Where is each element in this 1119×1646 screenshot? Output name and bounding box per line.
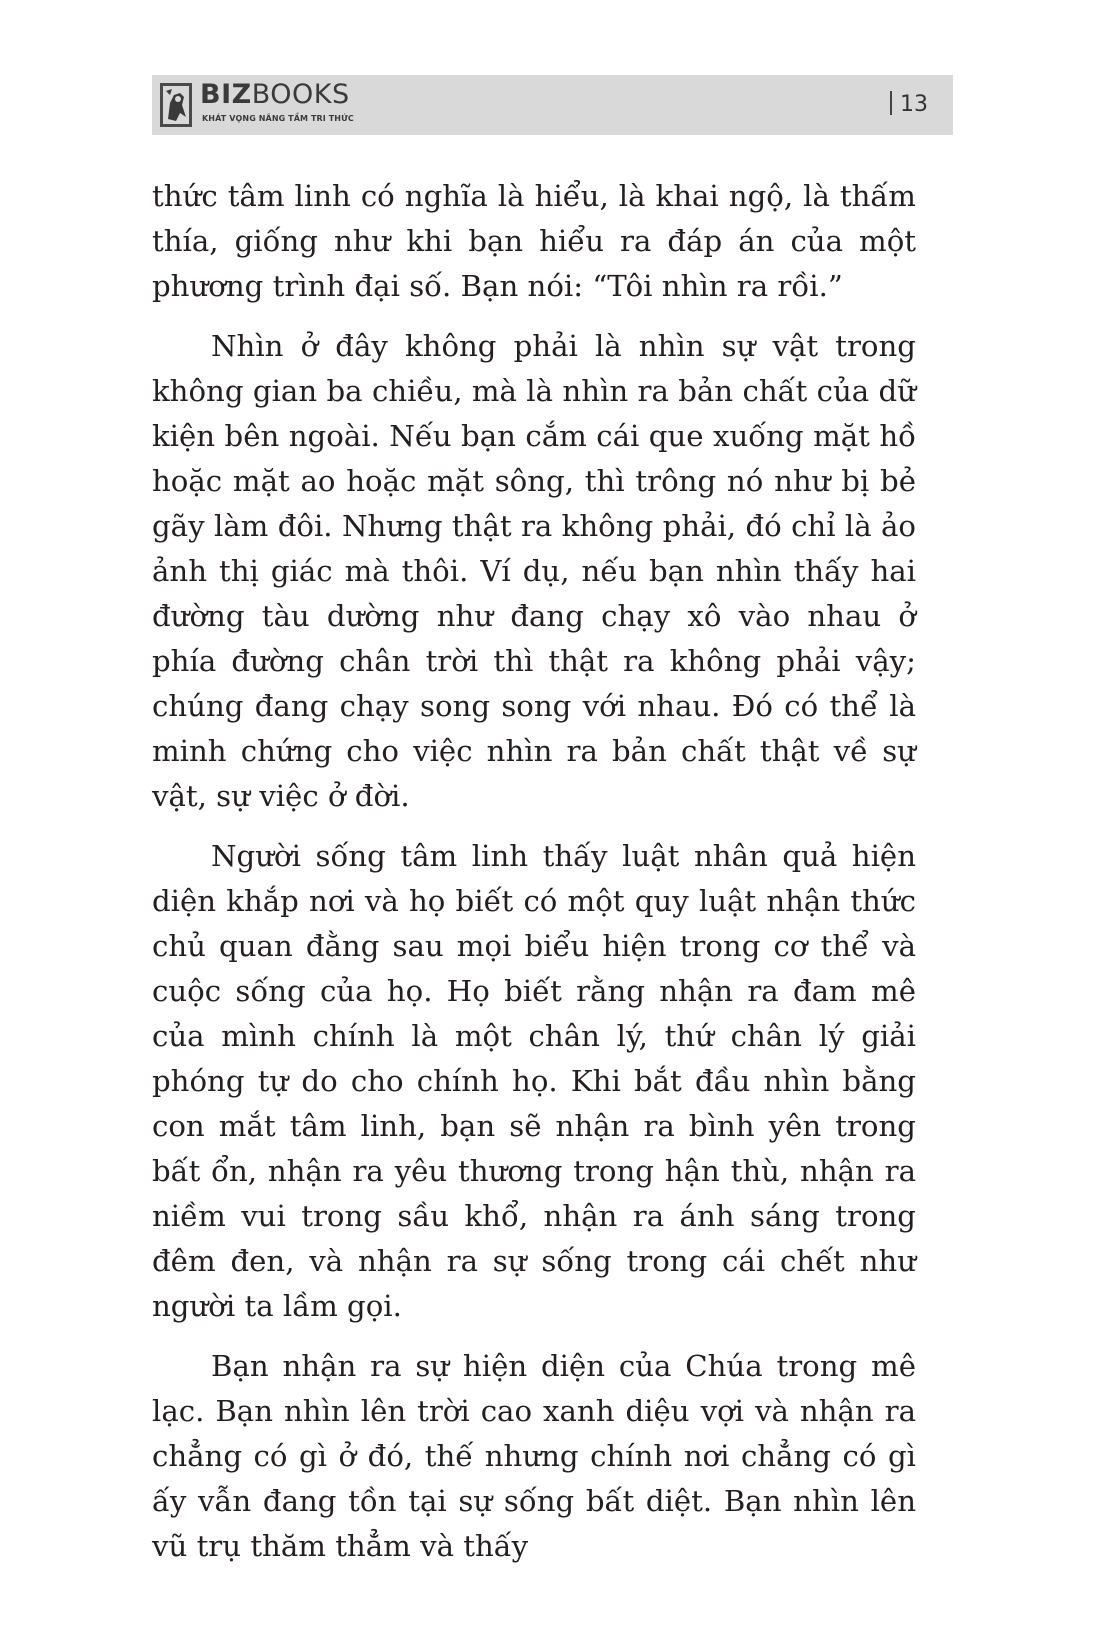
page-number-divider — [890, 91, 892, 115]
page-number: 13 — [900, 92, 928, 117]
brand-name-regular: BOOKS — [251, 79, 350, 110]
paragraph: Người sống tâm linh thấy luật nhân quả hiện diện khắp nơi và họ biết có một quy luật nhận thức chủ quan đằng sau mọi biểu hiện trong cơ thể và cuộc sống của họ. Họ biết rằng nhận ra đam mê của mình chính là một chân lý, thứ chân lý giải phóng tự do cho chính họ. Khi bắt đầu nhìn bằng con mắt tâm linh, bạn sẽ nhận ra bình yên trong bất ổn, nhận ra yêu thương trong hận thù, nhận ra niềm vui trong sầu khổ, nhận ra ánh sáng trong đêm đen, và nhận ra sự sống trong cái chết như người ta lầm gọi. — [152, 839, 916, 1323]
body-text — [152, 174, 916, 1584]
page-header — [152, 75, 953, 135]
paragraph: Bạn nhận ra sự hiện diện của Chúa trong mê lạc. Bạn nhìn lên trời cao xanh diệu vợi và nhận ra chẳng có gì ở đó, thế nhưng chính nơi chẳng có gì ấy vẫn đang tồn tại sự sống bất diệt. Bạn nhìn lên vũ trụ thăm thẳm và thấy — [152, 1349, 916, 1563]
brand-name — [200, 81, 350, 108]
bizbooks-logo-icon — [160, 83, 192, 127]
brand-name-bold: BIZ — [200, 79, 252, 110]
brand-tagline: KHÁT VỌNG NÂNG TẦM TRI THỨC — [202, 114, 354, 123]
page-number-block — [890, 93, 928, 117]
paragraph: thức tâm linh có nghĩa là hiểu, là khai ngộ, là thấm thía, giống như khi bạn hiểu ra đáp án của một phương trình đại số. Bạn nói: “Tôi nhìn ra rồi.” — [152, 179, 916, 303]
paragraph: Nhìn ở đây không phải là nhìn sự vật trong không gian ba chiều, mà là nhìn ra bản chất của dữ kiện bên ngoài. Nếu bạn cắm cái que xuống mặt hồ hoặc mặt ao hoặc mặt sông, thì trông nó như bị bẻ gãy làm đôi. Nhưng thật ra không phải, đó chỉ là ảo ảnh thị giác mà thôi. Ví dụ, nếu bạn nhìn thấy hai đường tàu dường như đang chạy xô vào nhau ở phía đường chân trời thì thật ra không phải vậy; chúng đang chạy song song với nhau. Đó có thể là minh chứng cho việc nhìn ra bản chất thật về sự vật, sự việc ở đời. — [152, 329, 916, 813]
